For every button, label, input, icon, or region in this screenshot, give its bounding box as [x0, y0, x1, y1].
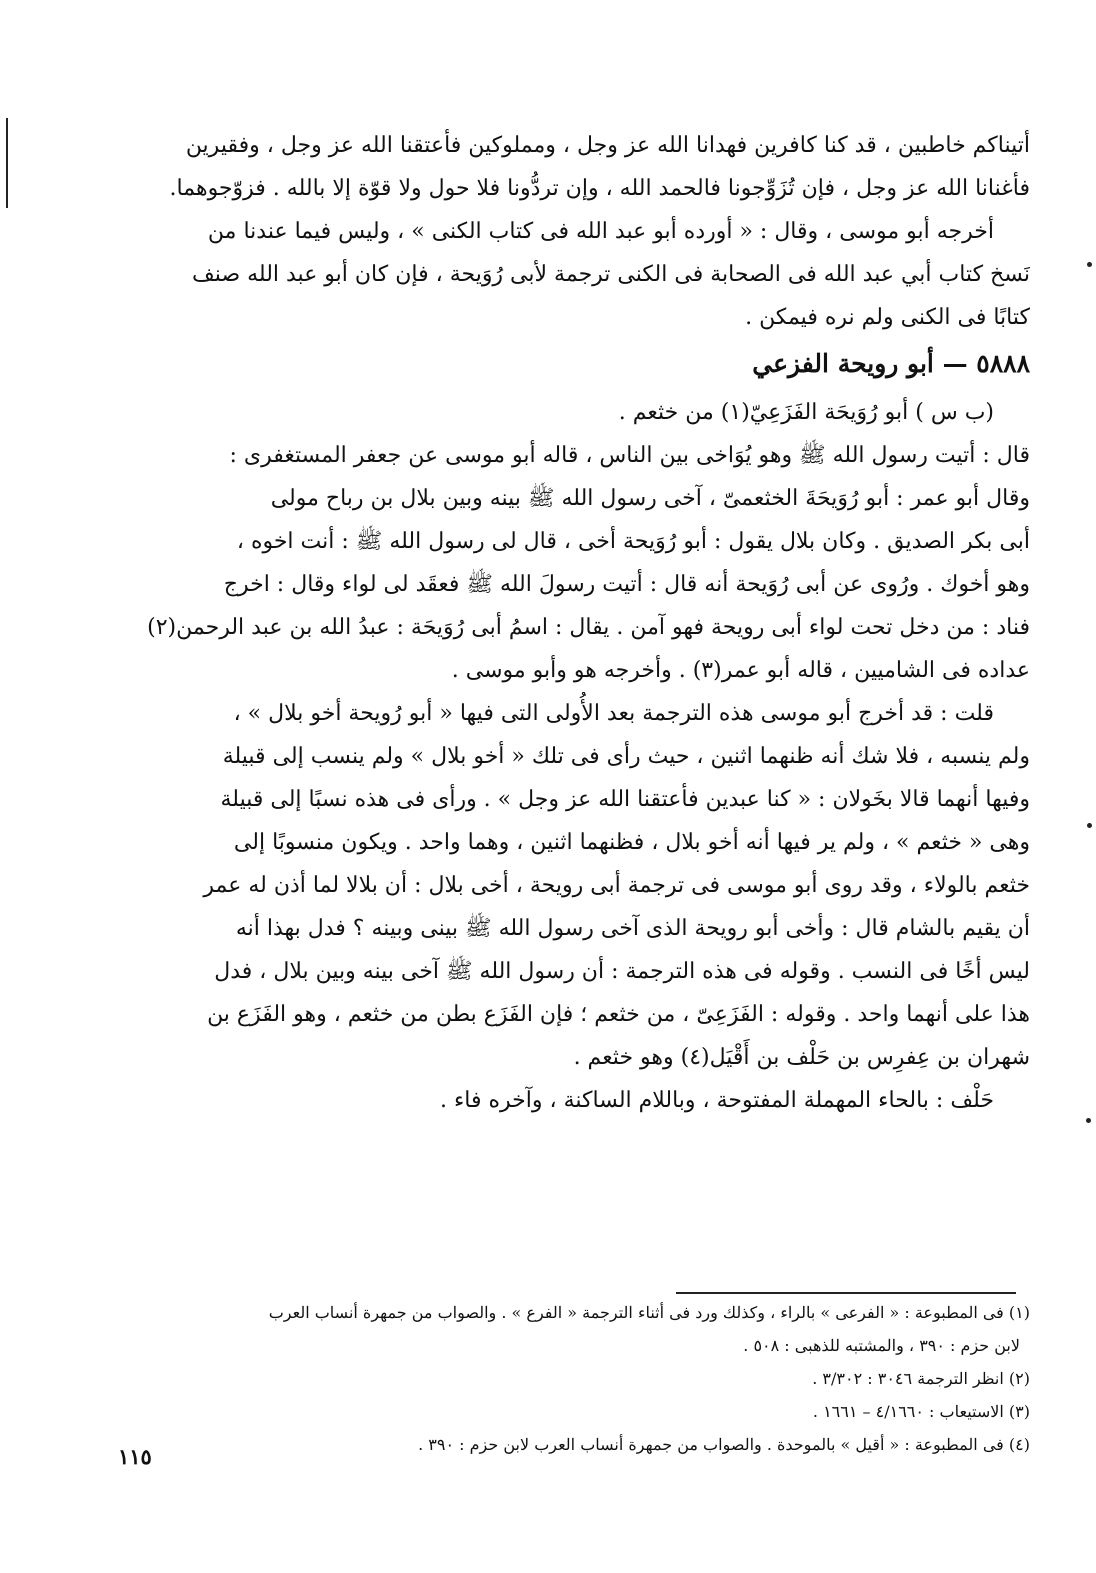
main-text [118, 124, 1030, 1122]
footnote: (١) فى المطبوعة : « الفرعى » بالراء ، وكذلك ورد فى أثناء الترجمة « الفرع » . والصواب من جمهرة أنساب العرب [268, 1303, 1030, 1322]
text-line: أتيناكم خاطبين ، قد كنا كافرين فهدانا الله عز وجل ، ومملوكين فأعتقنا الله عز وجل ، وفقيرين [185, 133, 1030, 158]
text-line: حَلْف : بالحاء المهملة المفتوحة ، وباللام الساكنة ، وآخره فاء . [439, 1088, 994, 1113]
footnote: (٣) الاستيعاب : ٤/١٦٦٠ – ١٦٦١ . [812, 1402, 1030, 1421]
footnote-separator [676, 1292, 1016, 1294]
text-line: فأغنانا الله عز وجل ، فإن تُزَوِّجونا فالحمد الله ، وإن تردُّونا فلا حول ولا قوّة إلا بالله . فزوّجوهما. [169, 176, 1030, 201]
margin-dot [1087, 823, 1092, 828]
footnotes [120, 1296, 1030, 1461]
entry-heading: ٥٨٨٨ — أبو رويحة الفزعي [752, 349, 1030, 378]
footnote: (٢) انظر الترجمة ٣٠٤٦ : ٣/٣٠٢ . [812, 1369, 1030, 1388]
text-line: أن يقيم بالشام قال : وأخى أبو رويحة الذى آخى رسول الله ﷺ بينى وبينه ؟ فدل بهذا أنه [235, 916, 1030, 941]
footnote: (٤) فى المطبوعة : « أقيل » بالموحدة . والصواب من جمهرة أنساب العرب لابن حزم : ٣٩٠ . [418, 1435, 1030, 1454]
text-line: أخرجه أبو موسى ، وقال : « أورده أبو عبد الله فى كتاب الكنى » ، وليس فيما عندنا من [207, 219, 994, 244]
footnote: لابن حزم : ٣٩٠ ، والمشتبه للذهبى : ٥٠٨ . [743, 1336, 1020, 1355]
text-line: وقال أبو عمر : أبو رُوَيحَةَ الخثعمىّ ، آخى رسول الله ﷺ بينه وبين بلال بن رباح مولى [270, 486, 1030, 511]
text-line: نَسخ كتاب أبي عبد الله فى الصحابة فى الكنى ترجمة لأبى رُوَيحة ، فإن كان أبو عبد الله صنف [192, 262, 1030, 287]
text-line: وهى « خثعم » ، ولم ير فيها أنه أخو بلال ، فظنهما اثنين ، وهما واحد . ويكون منسوبًا إلى [233, 830, 1030, 855]
text-line: كتابًا فى الكنى ولم نره فيمكن . [745, 305, 1030, 330]
text-line: فناد : من دخل تحت لواء أبى رويحة فهو آمن . يقال : اسمُ أبى رُوَيحَة : عبدُ الله بن عبد الرحمن(٢) [147, 615, 1030, 640]
text-line: وفيها أنهما قالا بخَولان : « كنا عبدين فأعتقنا الله عز وجل » . ورأى فى هذه نسبًا إلى قبيلة [220, 787, 1030, 812]
text-line: ليس أخًا فى النسب . وقوله فى هذه الترجمة : أن رسول الله ﷺ آخى بينه وبين بلال ، فدل [214, 959, 1030, 984]
margin-dot [1086, 1118, 1091, 1123]
margin-rule [6, 118, 8, 208]
text-line: قال : أتيت رسول الله ﷺ وهو يُوَاخى بين الناس ، قاله أبو موسى عن جعفر المستغفرى : [229, 443, 1030, 468]
margin-dot [1087, 262, 1092, 267]
text-line: هذا على أنهما واحد . وقوله : الفَزَعِىّ ، من خثعم ؛ فإن الفَزَع بطن من خثعم ، وهو الفَزَع بن [207, 1002, 1030, 1027]
text-line: أبى بكر الصديق . وكان بلال يقول : أبو رُوَيحة أخى ، قال لى رسول الله ﷺ : أنت اخوه ، [236, 529, 1030, 554]
text-line: ولم ينسبه ، فلا شك أنه ظنهما اثنين ، حيث رأى فى تلك « أخو بلال » ولم ينسب إلى قبيلة [222, 744, 1030, 769]
page-number: ١١٥ [118, 1444, 152, 1469]
text-line: شهران بن عِفرِس بن حَلْف بن أَقْيَل(٤) وهو خثعم . [573, 1045, 1030, 1070]
text-line: قلت : قد أخرج أبو موسى هذه الترجمة بعد الأُولى التى فيها « أبو رُويحة أخو بلال » ، [233, 701, 994, 726]
text-line: خثعم بالولاء ، وقد روى أبو موسى فى ترجمة أبى رويحة ، أخى بلال : أن بلالا لما أذن له عمر [203, 873, 1030, 898]
text-line: عداده فى الشاميين ، قاله أبو عمر(٣) . وأخرجه هو وأبو موسى . [451, 658, 1030, 683]
text-line: وهو أخوك . ورُوى عن أبى رُوَيحة أنه قال : أتيت رسولَ الله ﷺ فعقَد لى لواء وقال : اخرج [223, 572, 1030, 597]
text-line: (ب س ) أبو رُوَيحَة الفَزَعِيّ(١) من خثعم . [618, 400, 994, 425]
